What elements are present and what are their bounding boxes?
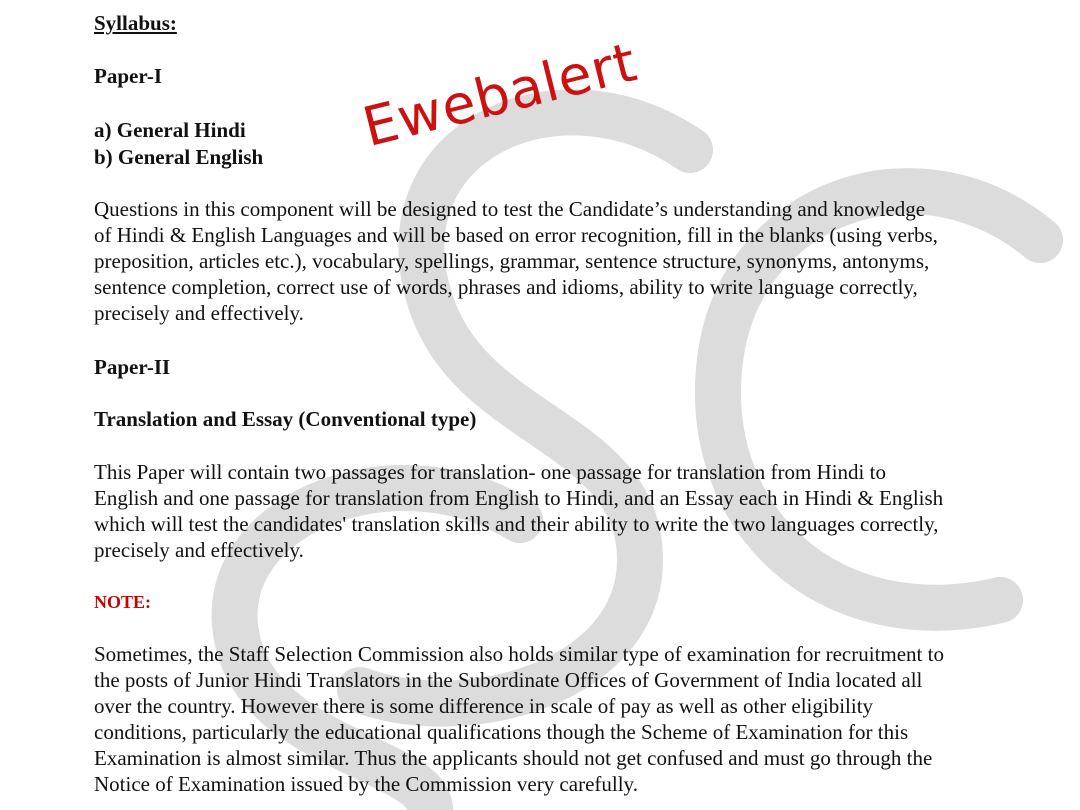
paper1-item-a: a) General Hindi [94,118,246,142]
paragraph-line: over the country. However there is some difference in scale of pay as well as other eligibility [94,694,874,718]
note-label: NOTE: [94,592,152,612]
paragraph-line: precisely and effectively. [94,538,304,562]
paragraph-line: Examination is almost similar. Thus the applicants should not get confused and must go through the [94,746,933,770]
paragraph-line: Notice of Examination issued by the Commission very carefully. [94,772,638,796]
note-paragraph [94,641,944,797]
paper1-item-b: b) General English [94,145,264,169]
paragraph-line: precisely and effectively. [94,301,304,325]
paragraph-line: sentence completion, correct use of words, phrases and idioms, ability to write language correctly, [94,275,918,299]
paragraph-line: the posts of Junior Hindi Translators in the Subordinate Offices of Government of India located all [94,668,923,692]
paragraph-line: which will test the candidates' translation skills and their ability to write the two languages correctly, [94,512,939,536]
paragraph-line: English and one passage for translation from English to Hindi, and an Essay each in Hindi & English [94,486,944,510]
paragraph-line: conditions, particularly the educational qualifications though the Scheme of Examination for this [94,720,909,744]
paragraph-line: Questions in this component will be designed to test the Candidate’s understanding and knowledge [94,197,926,221]
paragraph-line: Sometimes, the Staff Selection Commission also holds similar type of examination for recruitment to [94,642,944,666]
paper1-heading: Paper-I [94,64,163,88]
paragraph-line: This Paper will contain two passages for translation- one passage for translation from Hindi to [94,460,886,484]
paper2-heading: Paper-II [94,355,171,379]
paper2-paragraph [94,459,943,563]
paragraph-line: of Hindi & English Languages and will be based on error recognition, fill in the blanks (using verbs, [94,223,938,247]
paper2-subheading: Translation and Essay (Conventional type) [94,407,477,431]
ewebalert-stamp: Ewebalert [356,30,644,159]
paragraph-line: preposition, articles etc.), vocabulary, spellings, grammar, sentence structure, synonyms, antonyms, [94,249,930,273]
paper1-paragraph [94,196,938,326]
syllabus-heading: Syllabus: [94,11,177,35]
